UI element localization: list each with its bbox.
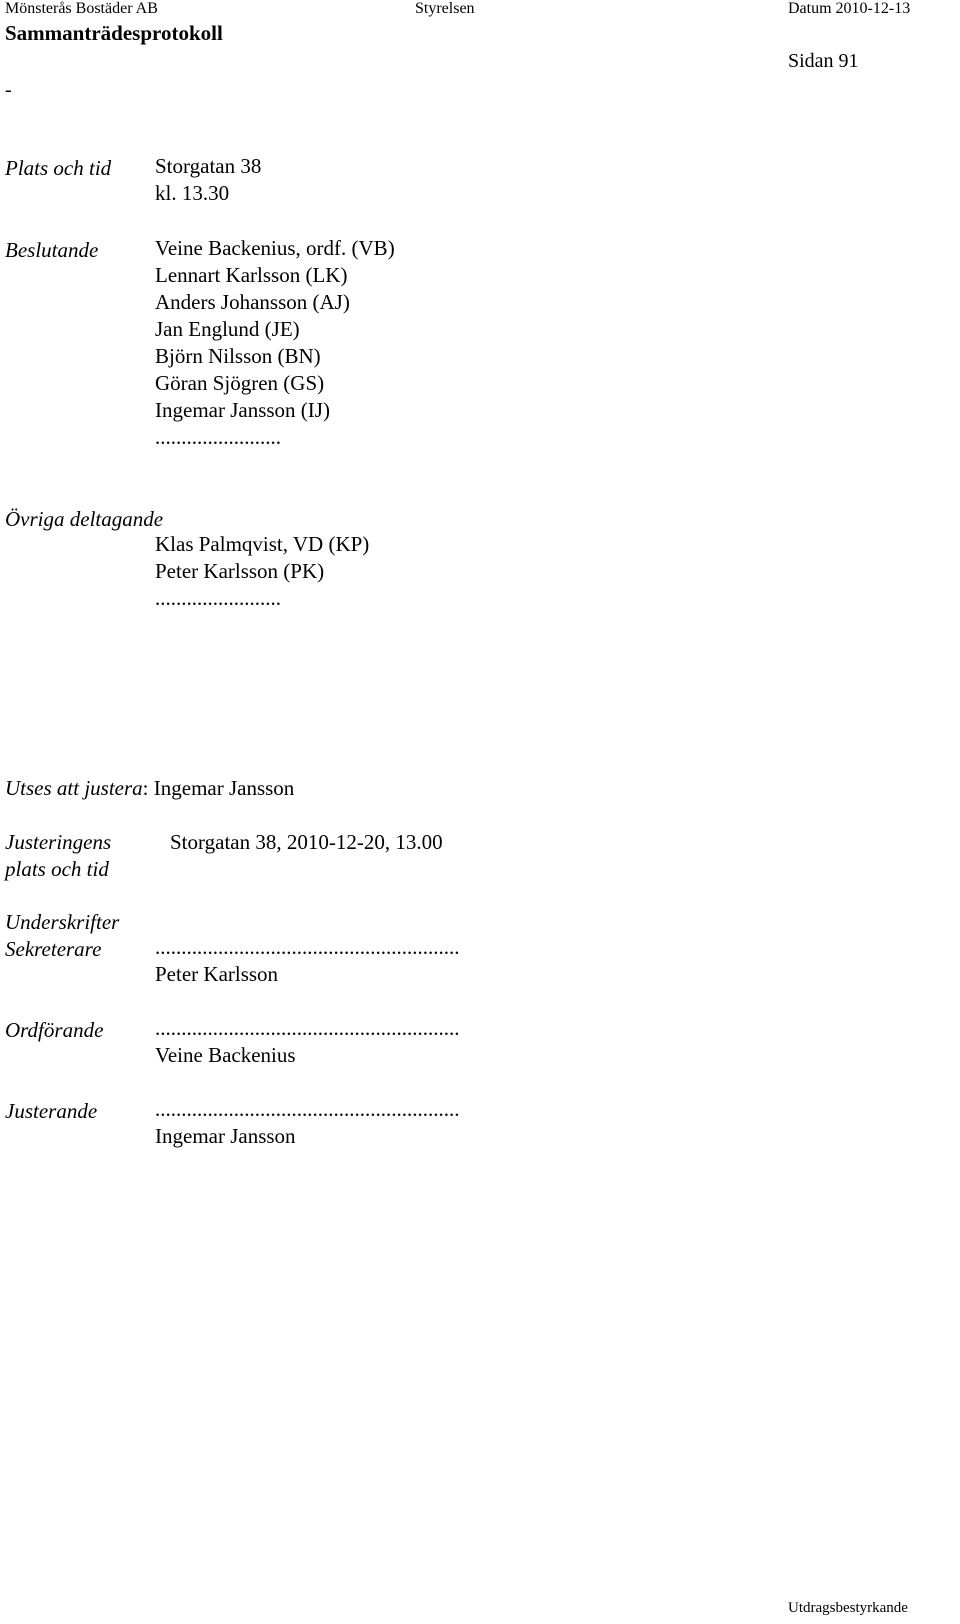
member-blank-line: ........................	[155, 425, 281, 449]
signature-name: Veine Backenius	[155, 1043, 296, 1067]
adjustment-label-1: Justeringens	[5, 830, 112, 854]
company-name: Mönsterås Bostäder AB	[5, 0, 158, 17]
signature-role-chair: Ordförande	[5, 1018, 104, 1042]
signature-name: Peter Karlsson	[155, 962, 279, 986]
document-title: Sammanträdesprotokoll	[5, 21, 223, 45]
place-block	[155, 153, 261, 207]
signature-line: ..........................................................	[155, 935, 460, 959]
place-value: Storgatan 38	[155, 154, 262, 178]
place-label: Plats och tid	[5, 156, 112, 180]
member-item: Björn Nilsson (BN)	[155, 344, 321, 368]
signature-block-chair	[155, 1015, 460, 1069]
adjustment-value: Storgatan 38, 2010-12-20, 13.00	[170, 830, 443, 854]
signature-block-secretary	[155, 934, 460, 988]
participant-item: Klas Palmqvist, VD (KP)	[155, 532, 370, 556]
header-dash: -	[5, 79, 12, 101]
adjustment-label-2: plats och tid	[5, 857, 109, 881]
member-item: Veine Backenius, ordf. (VB)	[155, 236, 395, 260]
signature-role-adjuster: Justerande	[5, 1099, 98, 1123]
participant-item: Peter Karlsson (PK)	[155, 559, 325, 583]
member-item: Lennart Karlsson (LK)	[155, 263, 348, 287]
adjuster-row	[5, 778, 294, 799]
signature-block-adjuster	[155, 1096, 460, 1150]
time-value: kl. 13.30	[155, 181, 230, 205]
decision-makers-list	[155, 235, 395, 451]
signature-role-secretary: Sekreterare	[5, 937, 102, 961]
member-item: Jan Englund (JE)	[155, 317, 300, 341]
member-item: Anders Johansson (AJ)	[155, 290, 350, 314]
other-participants-label: Övriga deltagande	[5, 507, 164, 531]
other-participants-list	[155, 531, 369, 612]
adjuster-label: Utses att justera	[5, 776, 143, 800]
signatures-heading: Underskrifter	[5, 910, 120, 934]
footer-certification: Utdragsbestyrkande	[788, 1600, 908, 1616]
participant-blank-line: ........................	[155, 586, 281, 610]
member-item: Ingemar Jansson (IJ)	[155, 398, 330, 422]
decision-makers-label: Beslutande	[5, 238, 99, 262]
signature-line: ..........................................................	[155, 1016, 460, 1040]
member-item: Göran Sjögren (GS)	[155, 371, 325, 395]
page-number: Sidan 91	[788, 50, 859, 72]
meeting-date: Datum 2010-12-13	[788, 0, 911, 17]
board-name: Styrelsen	[415, 0, 475, 17]
signature-name: Ingemar Jansson	[155, 1124, 296, 1148]
adjuster-name: : Ingemar Jansson	[142, 776, 295, 800]
signature-line: ..........................................................	[155, 1097, 460, 1121]
